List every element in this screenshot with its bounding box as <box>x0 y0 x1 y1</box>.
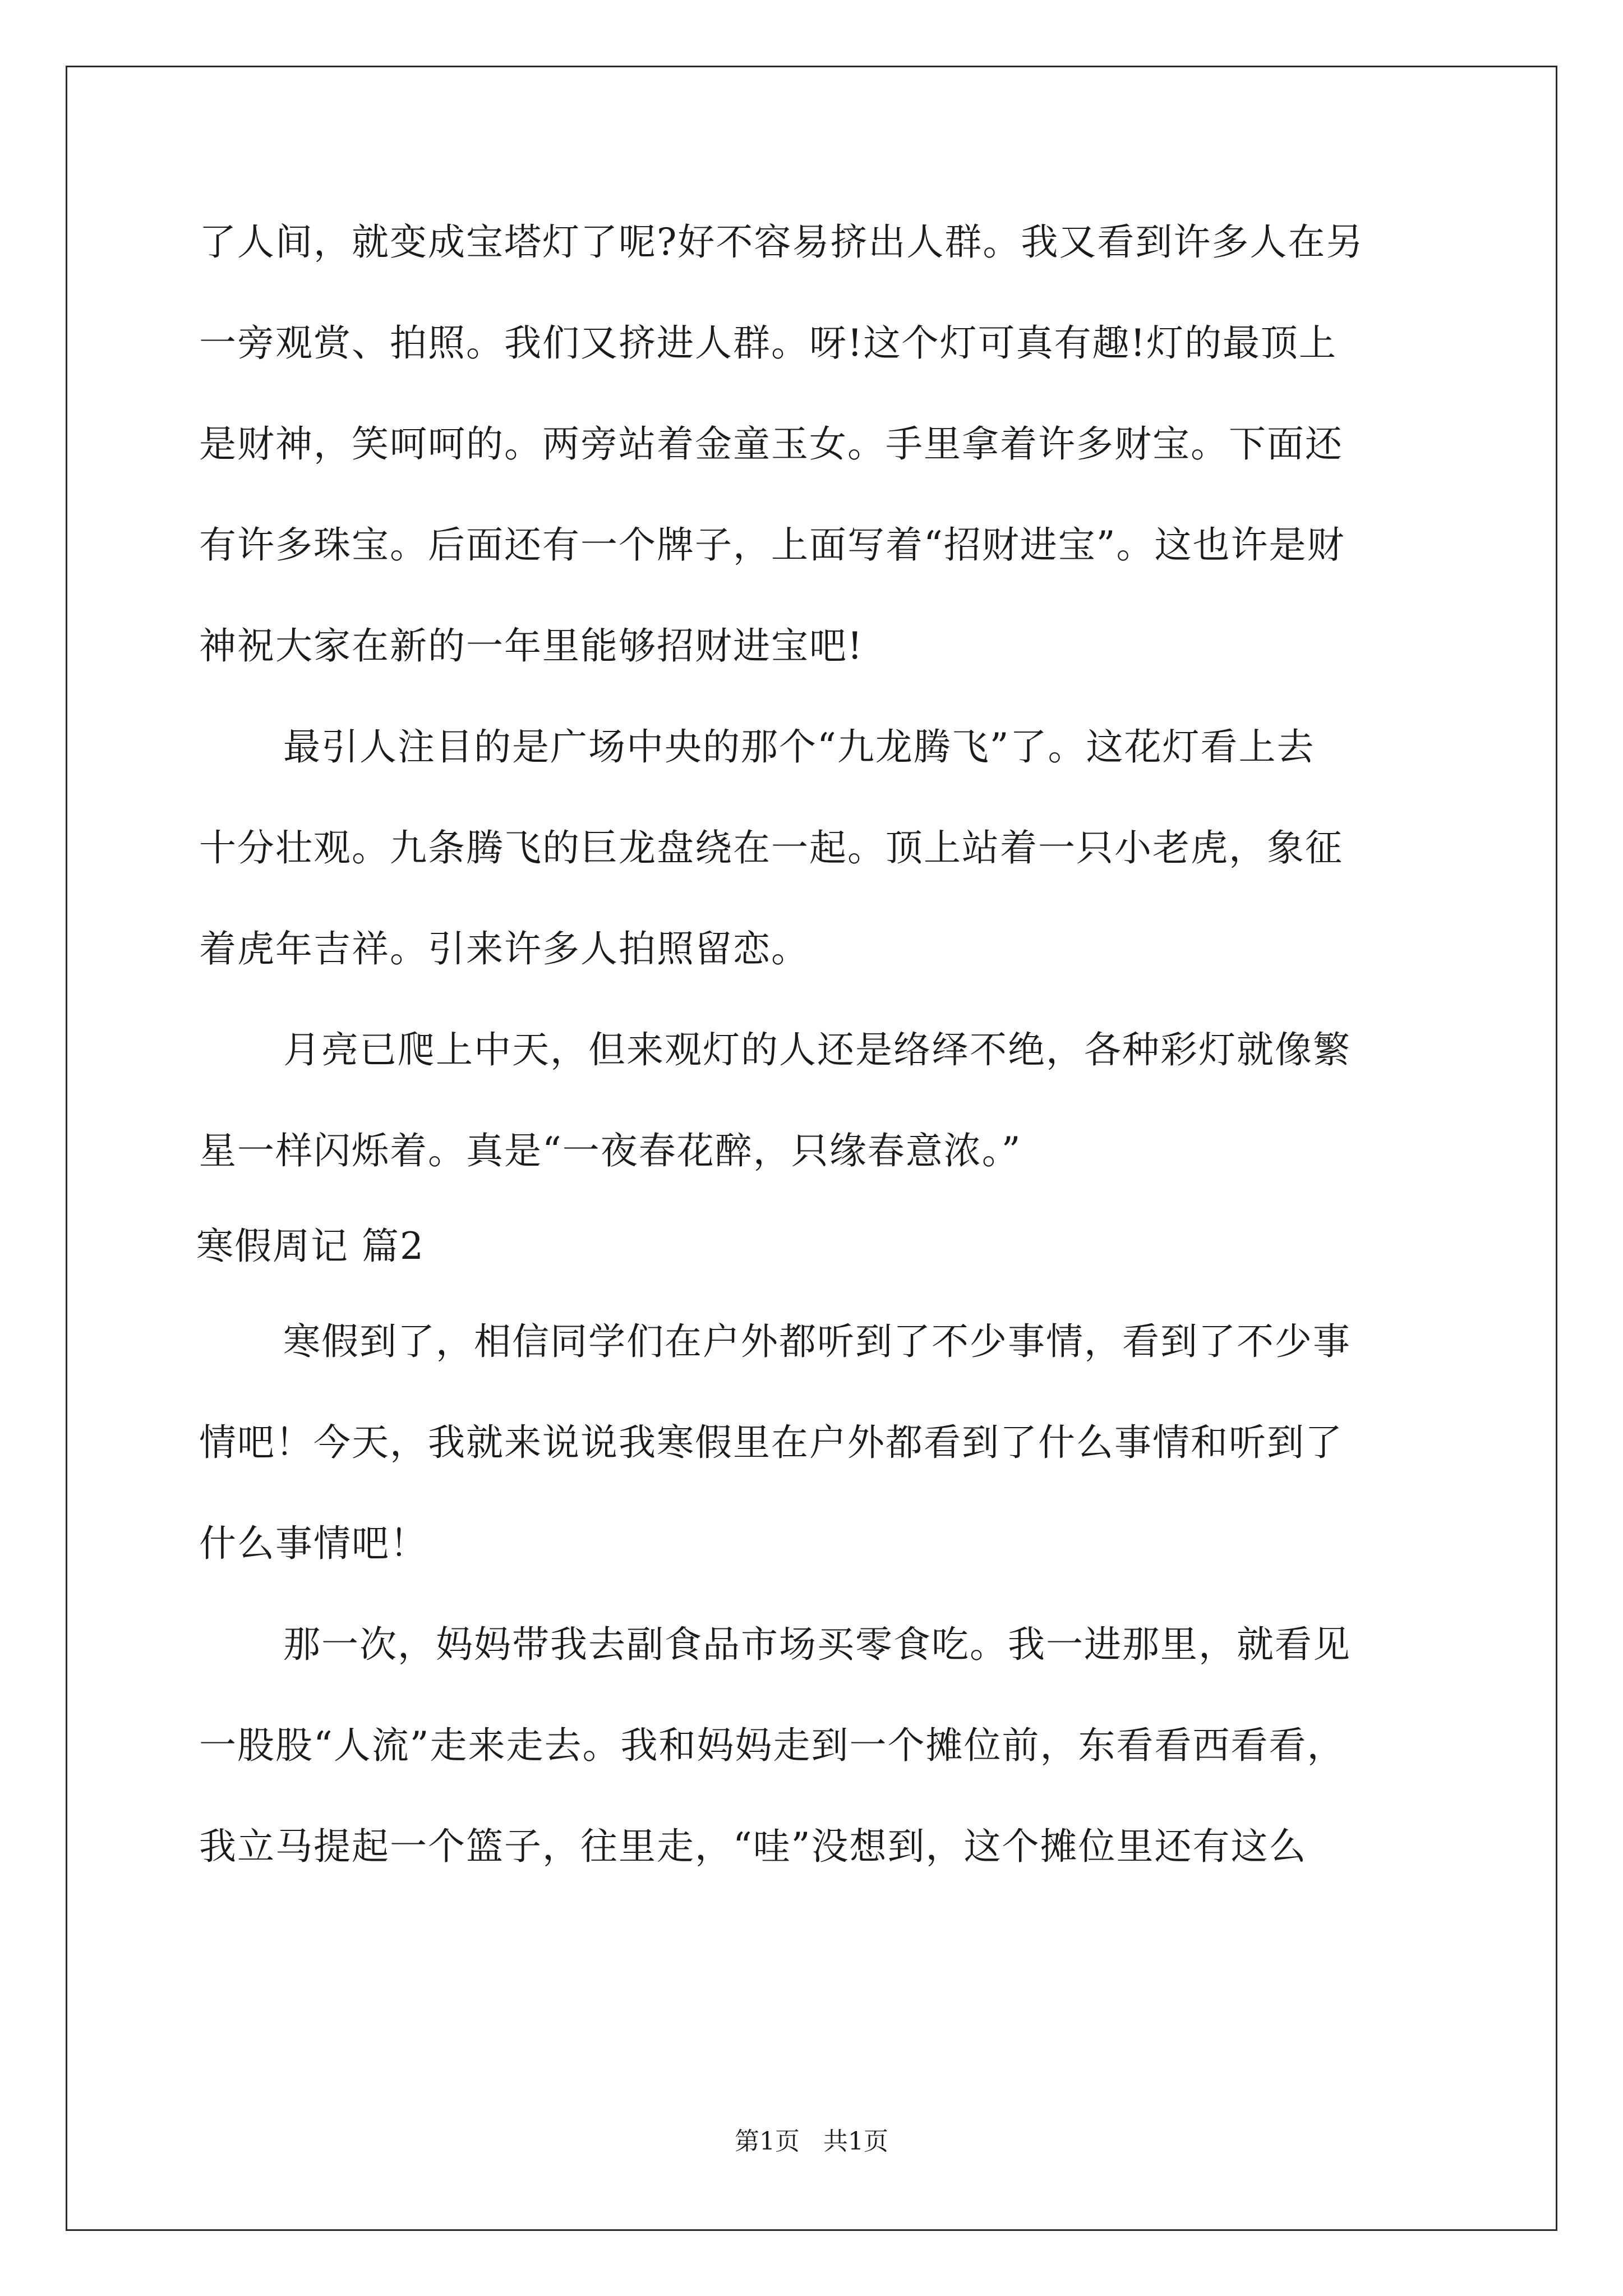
text-line: 一旁观赏、拍照。我们又挤进人群。呀!这个灯可真有趣!灯的最顶上 <box>199 321 1338 365</box>
text-line: 是财神，笑呵呵的。两旁站着金童玉女。手里拿着许多财宝。下面还 <box>199 422 1343 466</box>
text-line: 月亮已爬上中天，但来观灯的人还是络绎不绝，各种彩灯就像繁 <box>283 1028 1351 1071</box>
text-line: 我立马提起一个篮子，往里走，“哇”没想到，这个摊位里还有这么 <box>199 1825 1307 1868</box>
text-line: 什么事情吧！ <box>199 1522 428 1565</box>
text-line: 有许多珠宝。后面还有一个牌子，上面写着“招财进宝”。这也许是财 <box>199 523 1345 567</box>
page-footer: 第1页 共1页 <box>735 2127 888 2156</box>
text-line: 那一次，妈妈带我去副食品市场买零食吃。我一进那里，就看见 <box>283 1623 1351 1666</box>
section-heading: 寒假周记 篇2 <box>196 1225 425 1268</box>
text-line: 寒假到了，相信同学们在户外都听到了不少事情，看到了不少事 <box>283 1320 1351 1363</box>
text-line: 神祝大家在新的一年里能够招财进宝吧! <box>199 624 864 668</box>
text-line: 十分壮观。九条腾飞的巨龙盘绕在一起。顶上站着一只小老虎，象征 <box>199 826 1343 869</box>
text-line: 一股股“人流”走来走去。我和妈妈走到一个摊位前，东看看西看看， <box>199 1724 1345 1767</box>
text-line: 了人间，就变成宝塔灯了呢?好不容易挤出人群。我又看到许多人在另 <box>199 220 1364 264</box>
text-line: 最引人注目的是广场中央的那个“九龙腾飞”了。这花灯看上去 <box>283 725 1315 769</box>
text-line: 着虎年吉祥。引来许多人拍照留恋。 <box>199 927 809 970</box>
text-line: 情吧！今天，我就来说说我寒假里在户外都看到了什么事情和听到了 <box>199 1421 1343 1464</box>
text-line: 星一样闪烁着。真是“一夜春花醉，只缘春意浓。” <box>199 1129 1022 1172</box>
